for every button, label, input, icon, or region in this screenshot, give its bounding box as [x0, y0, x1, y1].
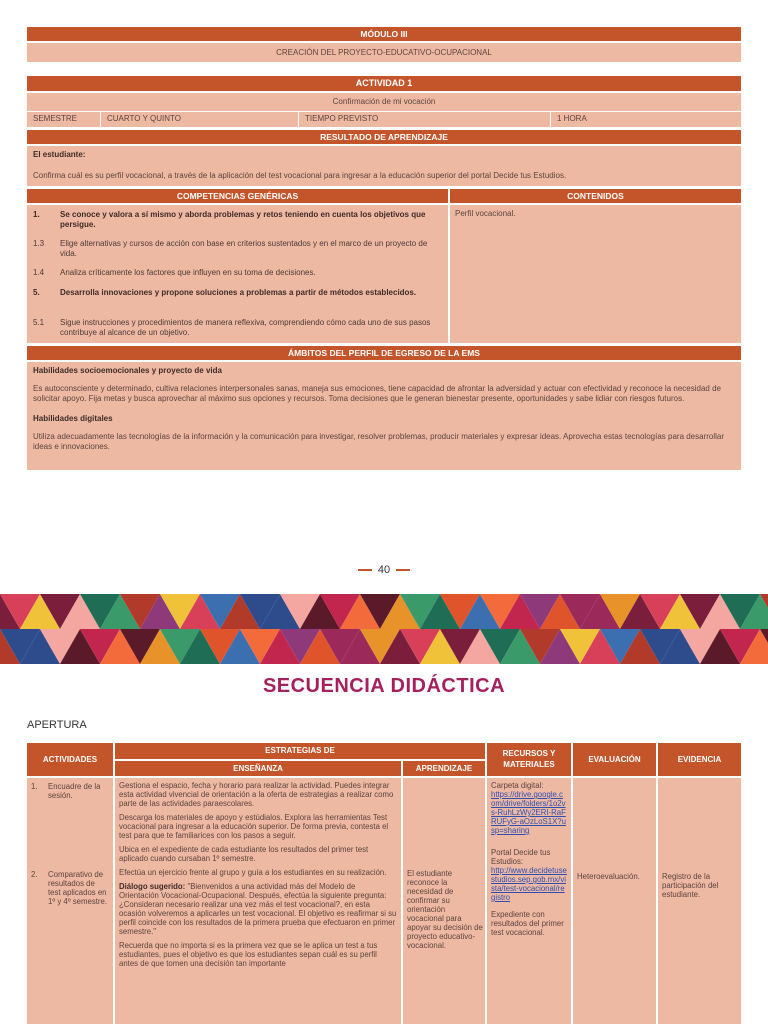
section-label: APERTURA: [27, 719, 87, 731]
evaluacion-cell: [573, 778, 656, 1024]
header-ensenanza: ENSEÑANZA: [115, 761, 401, 776]
ambitos-header: ÁMBITOS DEL PERFIL DE EGRESO DE LA EMS: [27, 346, 741, 360]
ambitos-panel: [27, 362, 741, 470]
modulo-title-bar: MÓDULO III: [27, 27, 741, 41]
competencia-text: Desarrolla innovaciones y propone soluciones a problemas a partir de métodos establecidos.: [60, 288, 417, 297]
recursos-cell: [487, 778, 571, 1024]
recurso-label: Carpeta digital:: [491, 781, 544, 790]
header-evidencia: EVIDENCIA: [658, 743, 741, 776]
tiempo-value: 1 HORA: [557, 114, 587, 123]
competencia-text: Sigue instrucciones y procedimientos de manera reflexiva, comprendiendo cómo cada uno de sus pasos contribuye al alcance de un objetivo.: [60, 318, 431, 337]
actividad-num: 2.: [31, 870, 38, 879]
dialogo-lead: Diálogo sugerido:: [119, 882, 186, 891]
dialogo-sugerido: [119, 882, 397, 936]
actividad-text: Comparativo de resultados de test aplicados en 1º y 4º semestre.: [48, 870, 107, 906]
ambitos-heading-socioemocional: Habilidades socioemocionales y proyecto de vida: [33, 366, 222, 375]
resultado-text: Confirma cuál es su perfil vocacional, a través de la aplicación del test vocacional para ingresar a la educación superior del portal Decide tus Estudios.: [33, 171, 567, 180]
ambitos-text-digital: Utiliza adecuadamente las tecnologías de la información y la comunicación para investigar, resolver problemas, producir materiales y expresar ideas. Aprovecha estas tecnologías para desarrollar ideas e innovaciones.: [33, 432, 725, 451]
secuencia-title: SECUENCIA DIDÁCTICA: [262, 675, 506, 697]
modulo-subtitle: CREACIÓN DEL PROYECTO-EDUCATIVO-OCUPACIONAL: [276, 48, 492, 57]
ensenanza-paragraph: Recuerda que no importa si es la primera vez que se le aplica un test a tus estudiantes, pues el objetivo es que los estudiantes sepan cuál es su perfil antes de que tomen una decisión tan importante: [119, 941, 378, 968]
recurso-text: Expediente con resultados del primer test vocacional.: [491, 910, 564, 937]
dialogo-text: "Bienvenidos a una actividad más del Modelo de Orientación Vocacional-Ocupacional. Después, efectúa la siguiente pregunta: ¿Consideran necesario realizar una vez más el test vocacional?, en esta ocasión volveremos a aplicarles un test vocacional. El objetivo es reafirmar si su perfil coincide con los resultados de la primera prueba que efectuaron en primer semestre.": [119, 882, 397, 936]
triangle-pattern-graphic: [0, 594, 768, 664]
evidencia-text: Registro de la participación del estudiante.: [662, 872, 719, 899]
ensenanza-cell: [115, 778, 401, 1024]
decorative-banner: [0, 594, 768, 664]
header-evaluacion: EVALUACIÓN: [573, 743, 656, 776]
header-actividades: ACTIVIDADES: [27, 743, 113, 776]
tiempo-label: TIEMPO PREVISTO: [299, 112, 551, 127]
page-number: [0, 564, 768, 576]
actividades-cell: [27, 778, 113, 1024]
contenidos-panel: [450, 205, 741, 343]
resultado-panel: [27, 146, 741, 186]
actividad-subtitle-row: [27, 93, 741, 111]
competencia-text: Se conoce y valora a sí mismo y aborda problemas y retos teniendo en cuenta los objetivos que persigue.: [60, 210, 426, 229]
resultado-lead: El estudiante:: [33, 150, 86, 159]
competencia-num: 5.: [33, 288, 40, 297]
actividad-text: Encuadre de la sesión.: [48, 782, 101, 800]
aprendizaje-text: El estudiante reconoce la necesidad de confirmar su orientación vocacional para apoyar su decisión de proyecto educativo-vocacional.: [407, 869, 483, 950]
evaluacion-text: Heteroevaluación.: [577, 872, 640, 881]
resultado-header: RESULTADO DE APRENDIZAJE: [27, 130, 741, 144]
competencia-num: 1.: [33, 210, 40, 219]
modulo-subtitle-row: [27, 43, 741, 62]
aprendizaje-cell: [403, 778, 485, 1024]
carpeta-digital-link[interactable]: https://drive.google.com/drive/folders/1o2vs-RuhLzWy2ERI-RaFRUFyG-aOzLoS1X?usp=sharing: [491, 790, 566, 835]
actividad-num: 1.: [31, 782, 38, 791]
actividad-info-row: [27, 111, 741, 127]
ensenanza-paragraph: Efectúa un ejercicio frente al grupo y guía a los estudiantes en su realización.: [119, 868, 387, 877]
competencia-text: Analiza críticamente los factores que influyen en su toma de decisiones.: [60, 268, 316, 277]
competencia-text: Elige alternativas y cursos de acción con base en criterios sustentados y en el marco de un proyecto de vida.: [60, 239, 428, 258]
competencia-num: 1.4: [33, 268, 45, 277]
contenidos-text: Perfil vocacional.: [455, 209, 516, 218]
recurso-label: Portal Decide tus Estudios:: [491, 848, 551, 866]
semestre-value: CUARTO Y QUINTO: [101, 112, 299, 127]
competencia-num: 5.1: [33, 318, 45, 327]
ambitos-heading-digital: Habilidades digitales: [33, 414, 113, 423]
ensenanza-paragraph: Gestiona el espacio, fecha y horario para realizar la actividad. Puedes integrar esta actividad vivencial de orientación a la oferta de estrategias a realizar como parte de las actividades paraescolares.: [119, 781, 394, 808]
portal-decide-link[interactable]: http://www.decidetusestudios.sep.gob.mx/vista/test-vocacional/registro: [491, 866, 567, 902]
actividad-subtitle: Confirmación de mi vocación: [332, 97, 436, 106]
page-number-text: 40: [377, 564, 391, 576]
semestre-label: SEMESTRE: [27, 112, 101, 127]
header-estrategias: ESTRATEGIAS DE: [115, 743, 485, 759]
contenidos-header: CONTENIDOS: [450, 189, 741, 203]
ambitos-text-socioemocional: Es autoconsciente y determinado, cultiva relaciones interpersonales sanas, maneja sus emociones, tiene capacidad de afrontar la adversidad y actuar con efectividad y reconoce la necesidad de solicitar apoyo. Fija metas y busca aprovechar al máximo sus opciones y recursos. Toma decisiones que le generan bienestar presente, oportunidades y sabe lidiar con riesgos futuros.: [33, 384, 721, 403]
ensenanza-paragraph: Ubica en el expediente de cada estudiante los resultados del primer test aplicado cuando cursaban 1º semestre.: [119, 845, 369, 863]
header-recursos: RECURSOS Y MATERIALES: [487, 743, 571, 776]
evidencia-cell: [658, 778, 741, 1024]
actividad-title-bar: ACTIVIDAD 1: [27, 76, 741, 91]
competencias-header: COMPETENCIAS GENÉRICAS: [27, 189, 448, 203]
ensenanza-paragraph: Descarga los materiales de apoyo y estúdialos. Explora las herramientas Test vocacional para ingresar a la educación superior. De forma previa, contesta el test para que te familiarices con los pasos a seguir.: [119, 813, 389, 840]
header-aprendizaje: APRENDIZAJE: [403, 761, 485, 776]
competencia-num: 1.3: [33, 239, 45, 248]
